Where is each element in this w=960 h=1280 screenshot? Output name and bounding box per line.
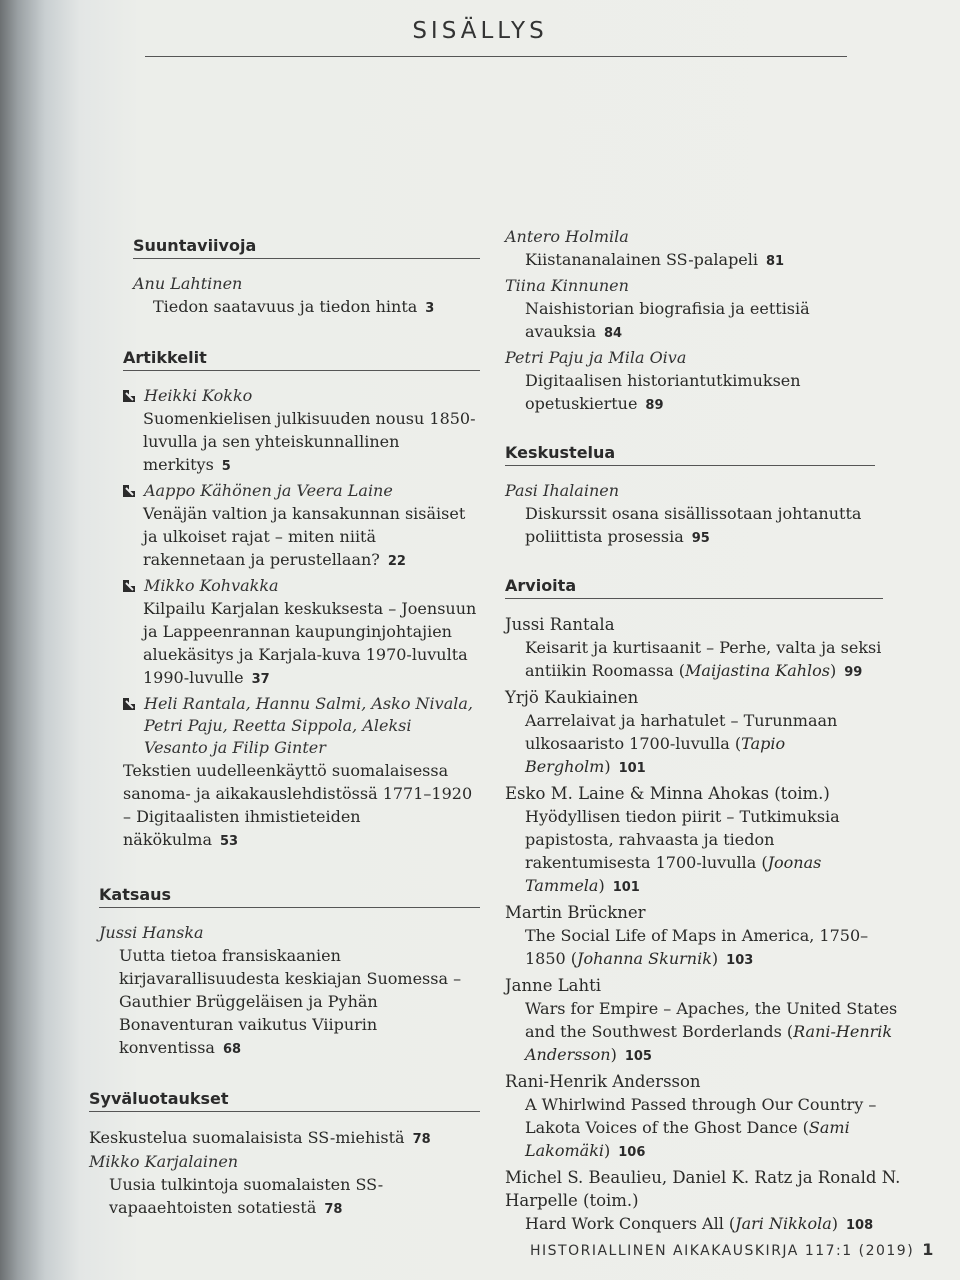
left-column bbox=[85, 236, 480, 1241]
entry-title: Hyödyllisen tiedon piirit – Tutkimuksia papistosta, rahvaasta ja tiedon rakentumisesta 1700-luvulla (Joonas Tammela) 101 bbox=[525, 807, 840, 895]
section-katsaus bbox=[85, 885, 480, 1061]
page-number: 3 bbox=[425, 301, 435, 316]
section-suuntaviivoja bbox=[85, 236, 480, 320]
page-number: 105 bbox=[624, 1049, 652, 1064]
reviewer: Jari Nikkola bbox=[735, 1214, 832, 1233]
entry-author: Aappo Kähönen ja Veera Laine bbox=[123, 480, 480, 502]
page-number: 53 bbox=[220, 834, 239, 849]
section-heading: Suuntaviivoja bbox=[133, 236, 480, 259]
review-entry bbox=[505, 782, 905, 899]
page-number: 108 bbox=[846, 1218, 874, 1233]
page-number-footer: 1 bbox=[922, 1240, 934, 1259]
entry-title: The Social Life of Maps in America, 1750–1850 (Johanna Skurnik) 103 bbox=[525, 926, 869, 968]
toc-entry bbox=[133, 273, 480, 320]
page-number: 95 bbox=[691, 531, 710, 546]
section-heading: Katsaus bbox=[99, 885, 480, 908]
entry-title: A Whirlwind Passed through Our Country – Lakota Voices of the Ghost Dance (Sami Lakomäki) 106 bbox=[525, 1095, 877, 1160]
entry-title: Venäjän valtion ja kansakunnan sisäiset ja ulkoiset rajat – miten niitä rakennetaan ja perustellaan? 22 bbox=[143, 504, 466, 569]
entry-title: Hard Work Conquers All (Jari Nikkola) 108 bbox=[525, 1214, 874, 1233]
entry-author: Martin Brückner bbox=[505, 903, 646, 922]
reviewer: Joonas Tammela bbox=[525, 853, 822, 895]
page-number: 99 bbox=[844, 665, 863, 680]
entry-author: Mikko Karjalainen bbox=[89, 1152, 239, 1171]
page-number: 101 bbox=[618, 761, 646, 776]
entry-title: Tiedon saatavuus ja tiedon hinta 3 bbox=[153, 297, 435, 316]
entry-title: Suomenkielisen julkisuuden nousu 1850-luvulla ja sen yhteiskunnallinen merkitys 5 bbox=[143, 409, 476, 474]
section-heading: Syväluotaukset bbox=[89, 1089, 480, 1112]
page-number: 22 bbox=[387, 554, 406, 569]
entry-title: Uutta tietoa fransiskaanien kirjavarallisuudesta keskiajan Suomessa – Gauthier Brüggeläisen ja Pyhän Bonaventuran vaikutus Viipurin konventissa 68 bbox=[119, 946, 462, 1057]
page-number: 106 bbox=[618, 1145, 646, 1160]
toc-entry bbox=[123, 480, 480, 573]
entry-author: Yrjö Kaukiainen bbox=[505, 688, 639, 707]
page-number: 68 bbox=[222, 1042, 242, 1057]
entry-author: Tiina Kinnunen bbox=[505, 276, 629, 295]
toc-entry bbox=[89, 1151, 480, 1221]
entry-title: Naishistorian biografisia ja eettisiä avauksia 84 bbox=[525, 299, 810, 341]
page-number: 78 bbox=[412, 1132, 431, 1147]
entry-author: Mikko Kohvakka bbox=[123, 575, 480, 597]
page-number: 103 bbox=[726, 953, 754, 968]
peer-reviewed-icon bbox=[123, 698, 136, 710]
review-entry bbox=[505, 974, 905, 1068]
section-heading: Artikkelit bbox=[123, 348, 480, 371]
toc-entry bbox=[99, 922, 480, 1061]
page-number: 5 bbox=[221, 459, 231, 474]
peer-reviewed-icon bbox=[123, 580, 136, 592]
review-entry bbox=[505, 613, 905, 684]
entry-author: Jussi Hanska bbox=[99, 923, 204, 942]
toc-entry bbox=[505, 275, 905, 345]
entry-author: Heikki Kokko bbox=[123, 385, 480, 407]
page-number: 84 bbox=[603, 326, 623, 341]
entry-title: Diskurssit osana sisällissotaan johtanutta poliittista prosessia 95 bbox=[525, 504, 862, 546]
entry-author: Michel S. Beaulieu, Daniel K. Ratz ja Ronald N. Harpelle (toim.) bbox=[505, 1168, 901, 1210]
review-entry bbox=[505, 1166, 905, 1237]
toc-entry bbox=[505, 347, 905, 417]
entry-author: Jussi Rantala bbox=[505, 615, 615, 634]
reviewer: Sami Lakomäki bbox=[525, 1118, 850, 1160]
section-artikkelit bbox=[85, 348, 480, 853]
entry-author: Esko M. Laine & Minna Ahokas (toim.) bbox=[505, 784, 830, 803]
entry-title: Aarrelaivat ja harhatulet – Turunmaan ulkosaaristo 1700-luvulla (Tapio Bergholm) 101 bbox=[525, 711, 838, 776]
review-entry bbox=[505, 686, 905, 780]
section-syvaluotaukset bbox=[85, 1089, 480, 1221]
reviewer: Rani-Henrik Andersson bbox=[525, 1022, 893, 1064]
peer-reviewed-icon bbox=[123, 390, 136, 402]
toc-entry bbox=[123, 693, 480, 853]
page-footer bbox=[530, 1240, 933, 1259]
review-entry bbox=[505, 901, 905, 972]
entry-author: Heli Rantala, Hannu Salmi, Asko Nivala, Petri Paju, Reetta Sippola, Aleksi Vesanto ja Filip Ginter bbox=[123, 693, 480, 759]
continued-entries bbox=[505, 226, 905, 417]
peer-reviewed-icon bbox=[123, 485, 136, 497]
entry-author: Rani-Henrik Andersson bbox=[505, 1072, 701, 1091]
entry-title: Uusia tulkintoja suomalaisten SS-vapaaehtoisten sotatiestä 78 bbox=[109, 1175, 384, 1217]
entry-title: Tekstien uudelleenkäyttö suomalaisessa sanoma- ja aikakauslehdistössä 1771–1920 – Digitaalisten ihmistieteiden näkökulma 53 bbox=[123, 761, 473, 849]
reviewer: Maijastina Kahlos bbox=[685, 661, 831, 680]
title-rule bbox=[145, 56, 847, 57]
entry-title: Digitaalisen historiantutkimuksen opetuskiertue 89 bbox=[525, 371, 801, 413]
entry-author: Janne Lahti bbox=[505, 976, 602, 995]
page-number: 101 bbox=[612, 880, 640, 895]
page-number: 81 bbox=[766, 254, 785, 269]
entry-title: Kilpailu Karjalan keskuksesta – Joensuun ja Lappeenrannan kaupunginjohtajien aluekäsitys ja Karjala-kuva 1970-luvulta 1990-luvulle 37 bbox=[143, 599, 477, 687]
review-entry bbox=[505, 1070, 905, 1164]
entry-author: Pasi Ihalainen bbox=[505, 481, 620, 500]
toc-entry bbox=[505, 226, 905, 273]
section-intro: Keskustelua suomalaisista SS-miehistä 78 bbox=[89, 1128, 431, 1147]
right-column bbox=[505, 226, 905, 1257]
reviewer: Tapio Bergholm bbox=[525, 734, 786, 776]
entry-title: Kiistananalainen SS-palapeli 81 bbox=[525, 250, 785, 269]
page-number: 89 bbox=[645, 398, 664, 413]
section-heading: Keskustelua bbox=[505, 443, 875, 466]
entry-author: Anu Lahtinen bbox=[133, 274, 243, 293]
entry-title: Wars for Empire – Apaches, the United States and the Southwest Borderlands (Rani-Henrik Andersson) 105 bbox=[525, 999, 898, 1064]
page-number: 37 bbox=[251, 672, 270, 687]
section-keskustelua bbox=[505, 443, 875, 550]
section-arvioita bbox=[505, 576, 905, 1237]
reviewer: Johanna Skurnik bbox=[577, 949, 712, 968]
toc-entry bbox=[505, 480, 875, 550]
page-title: SISÄLLYS bbox=[412, 18, 548, 44]
toc-entry bbox=[123, 575, 480, 691]
section-heading: Arvioita bbox=[505, 576, 883, 599]
entry-author: Antero Holmila bbox=[505, 227, 629, 246]
entry-title: Keisarit ja kurtisaanit – Perhe, valta ja seksi antiikin Roomassa (Maijastina Kahlos) 99 bbox=[525, 638, 882, 680]
page-number: 78 bbox=[324, 1202, 343, 1217]
toc-entry bbox=[123, 385, 480, 478]
entry-author: Petri Paju ja Mila Oiva bbox=[505, 348, 687, 367]
journal-name: HISTORIALLINEN AIKAKAUSKIRJA 117:1 (2019) bbox=[530, 1243, 915, 1259]
